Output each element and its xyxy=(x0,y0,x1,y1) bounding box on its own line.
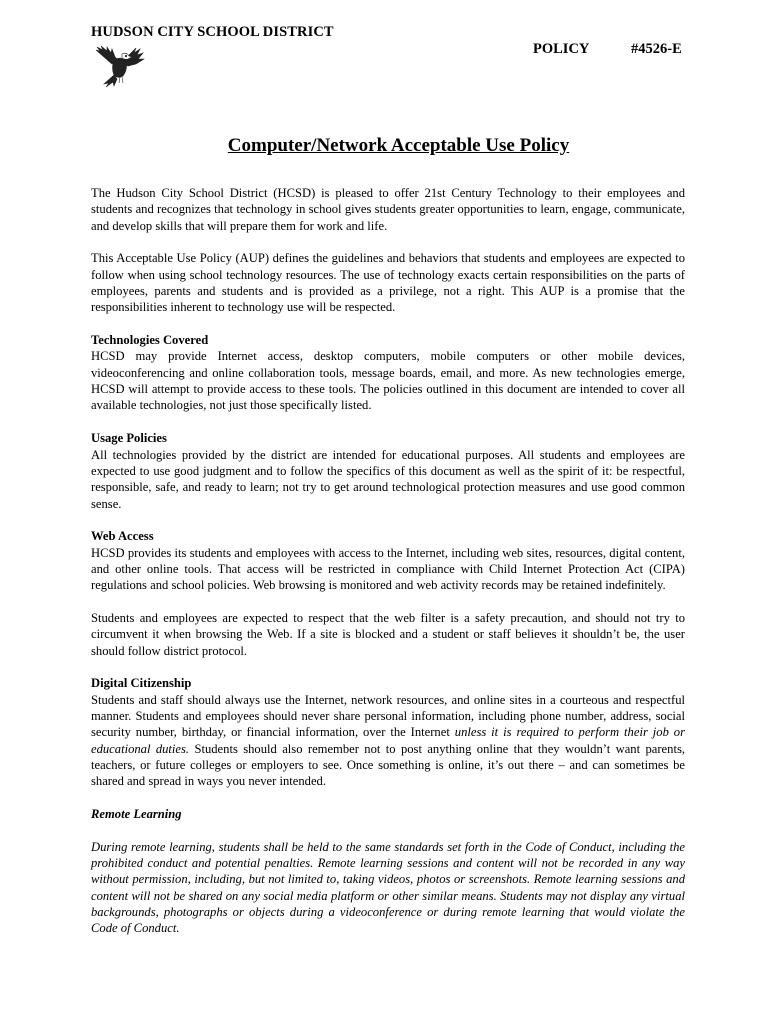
citizenship-text-italic: unless it is required to perform their job or educational duties. xyxy=(91,725,686,756)
section-heading-technologies: Technologies Covered xyxy=(91,333,209,348)
policy-label: POLICY xyxy=(533,41,590,57)
section-text-web: HCSD provides its students and employees with access to the Internet, including web sites, resources, digital content, and other online tools. That access will be restricted in compliance with Child Internet Protection Act (CIPA) regulations and school policies. Web browsing is monitored and web activity records may be retained indefinitely. xyxy=(91,545,685,593)
citizenship-text-a: Students and staff should always use the Internet, network resources, and online sites in a courteous and respectful manner. Students and employees should never share personal information, including phone number, address, social security number, birthday, or financial information, over the Internet xyxy=(91,692,685,740)
section-text-remote: During remote learning, students shall be held to the same standards set forth in the Code of Conduct, including the prohibited conduct and potential penalties. Remote learning sessions and content will not be recorded in any way without permission, including, but not limited to, taking videos, photos or screenshots. Remote learning sessions and content will not be shared on any social media platform or other similar means. Students may not display any virtual backgrounds, photographs or objects during a videoconference or during remote learning that would violate the Code of Conduct. xyxy=(91,839,685,936)
policy-number: #4526-E xyxy=(631,41,682,57)
eagle-icon xyxy=(92,44,146,88)
section-heading-usage: Usage Policies xyxy=(91,431,167,446)
section-text-citizenship xyxy=(91,692,685,790)
citizenship-text-b: Students should also remember not to post anything online that they wouldn’t want parents, teachers, or future colleges or employers to see. Once something is online, it’s out there – and can sometimes be shared and spread in ways you never intended. xyxy=(91,741,685,789)
section-heading-web: Web Access xyxy=(91,529,154,544)
section-text-technologies: HCSD may provide Internet access, desktop computers, mobile computers or other mobile devices, videoconferencing and online collaboration tools, message boards, email, and more. As new technologies emerge, HCSD will attempt to provide access to these tools. The policies outlined in this document are intended to cover all available technologies, not just those specifically listed. xyxy=(91,349,685,413)
section-text-web-filter: Students and employees are expected to respect that the web filter is a safety precaution, and should not try to circumvent it when browsing the Web. If a site is blocked and a student or staff believes it shouldn’t be, the user should follow district protocol. xyxy=(91,610,685,658)
page-title: Computer/Network Acceptable Use Policy xyxy=(227,135,570,156)
section-heading-citizenship: Digital Citizenship xyxy=(91,676,192,691)
document-body xyxy=(91,185,685,953)
section-heading-remote: Remote Learning xyxy=(91,807,182,822)
intro-paragraph-1: The Hudson City School District (HCSD) is pleased to offer 21st Century Technology to their employees and students and recognizes that technology in school gives students greater opportunities to learn, engage, communicate, and develop skills that will prepare them for work and life. xyxy=(91,186,685,233)
district-name: HUDSON CITY SCHOOL DISTRICT xyxy=(91,24,334,40)
intro-paragraph-2: This Acceptable Use Policy (AUP) defines the guidelines and behaviors that students and employees are expected to follow when using school technology resources. The use of technology exacts certain responsibilities on the parts of employees, parents and students and is provided as a privilege, not a right. This AUP is a promise that the responsibilities inherent to technology use will be respected. xyxy=(91,251,685,315)
section-text-usage: All technologies provided by the district are intended for educational purposes. All students and employees are expected to use good judgment and to follow the specifics of this document as well as the spirit of it: be respectful, responsible, safe, and ready to learn; not try to get around technological protection measures and use good common sense. xyxy=(91,447,685,511)
